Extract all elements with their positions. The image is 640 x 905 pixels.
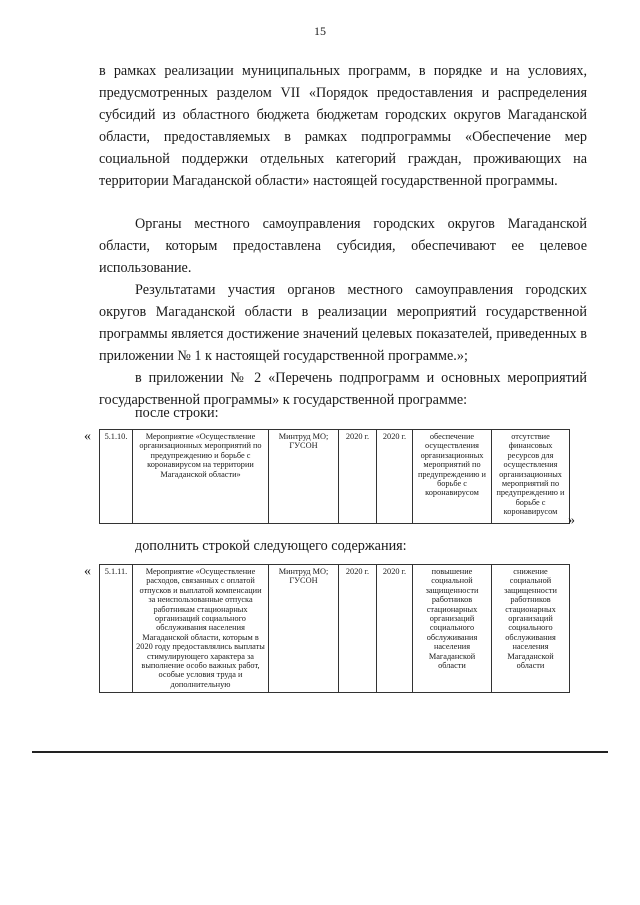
page-number: 15 [314, 24, 326, 38]
label-after-row: после строки: [135, 405, 219, 421]
cell-result: обеспечение осуществления организационных мероприятий по предупреждению и борьбе с коронавирусом [413, 430, 492, 524]
table-row [100, 565, 570, 693]
page-bottom-rule [32, 751, 608, 753]
cell-event: Мероприятие «Осуществление расходов, связанных с оплатой отпусков и выплатой компенсации за неиспользованные отпуска работникам стационарных организаций социального обслуживания населения Магаданской области, которым в 2020 году предоставлялись выплаты стимулирующего характера за выполнение особо важных работ, особые условия труда и дополнительную [133, 565, 269, 693]
cell-consequence: снижение социальной защищенности работников стационарных организаций социального обслуживания населения Магаданской области [492, 565, 570, 693]
paragraph-appendix-2: в приложении № 2 «Перечень подпрограмм и основных мероприятий государственной программы» к государственной программе: [99, 370, 587, 408]
paragraph-local-authorities: Органы местного самоуправления городских округов Магаданской области, которым предоставлена субсидия, обеспечивают ее целевое использование. [99, 216, 587, 276]
cell-result: повышение социальной защищенности работников стационарных организаций социального обслуживания населения Магаданской области [413, 565, 492, 693]
cell-number: 5.1.10. [100, 430, 133, 524]
cell-number: 5.1.11. [100, 565, 133, 693]
quote-close-1: » [568, 513, 575, 528]
quote-open-2: « [84, 564, 91, 579]
paragraph-results: Результатами участия органов местного самоуправления городских округов Магаданской области в реализации мероприятий государственной программы является достижение значений целевых показателей, приведенных в приложении № 1 к настоящей государственной программе.»; [99, 282, 587, 364]
cell-end: 2020 г. [377, 565, 413, 693]
cell-start: 2020 г. [339, 565, 377, 693]
paragraph-subsidy-terms: в рамках реализации муниципальных программ, в порядке и на условиях, предусмотренных разделом VII «Порядок предоставления и распределения субсидий из областного бюджета бюджетам городских округов Магаданской области, предоставляемых в рамках подпрограммы «Обеспечение мер социальной поддержки отдельных категорий граждан, проживающих на территории Магаданской области» настоящей государственной программы. [99, 63, 587, 189]
label-add-row: дополнить строкой следующего содержания: [135, 538, 407, 554]
table-new-row [99, 564, 570, 693]
cell-consequence: отсутствие финансовых ресурсов для осуществления организационных мероприятий по предупреждению и борьбе с коронавирусом [492, 430, 570, 524]
cell-executor: Минтруд МО; ГУСОН [269, 565, 339, 693]
cell-start: 2020 г. [339, 430, 377, 524]
table-row [100, 430, 570, 524]
table-existing-row [99, 429, 570, 524]
quote-open-1: « [84, 429, 91, 444]
cell-executor: Минтруд МО; ГУСОН [269, 430, 339, 524]
cell-end: 2020 г. [377, 430, 413, 524]
cell-event: Мероприятие «Осуществление организационных мероприятий по предупреждению и борьбе с коронавирусом на территории Магаданской области» [133, 430, 269, 524]
